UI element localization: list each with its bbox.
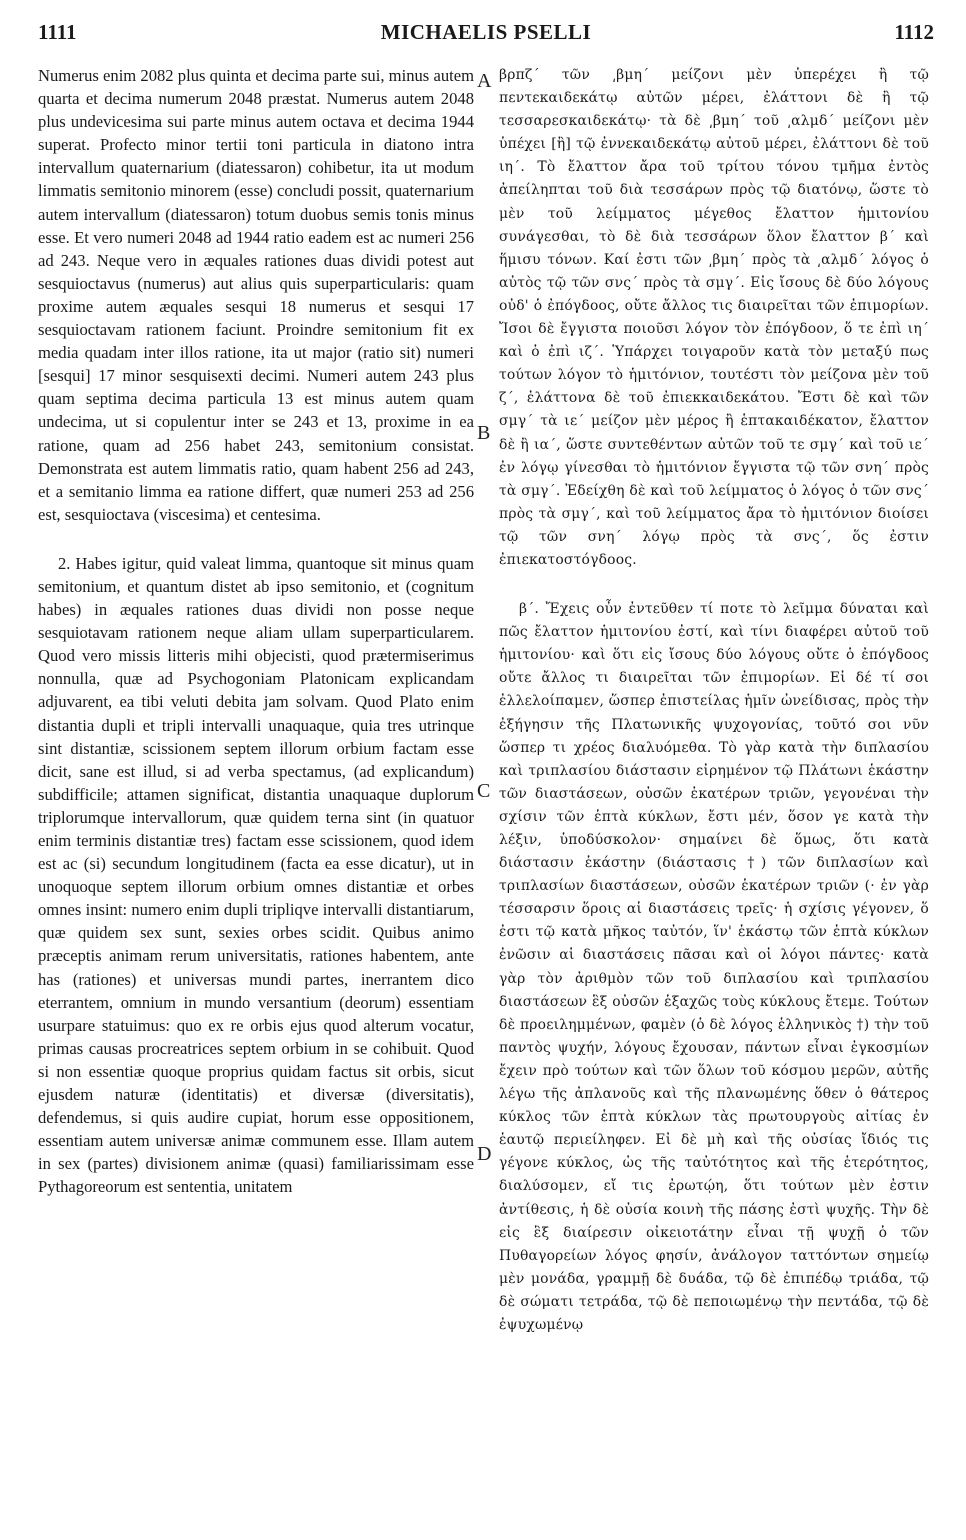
latin-paragraph-2: 2. Habes igitur, quid valeat limma, quantoque sit minus quam semitonium, et quantum distet ab ipso semitonio, et (cognitum habes) in æquales rationes duas dividi non posse neque sesquiotavam rationem neque aliam ullam superparticularem. Quod vero missis litteris mihi objecisti, quod prætermiserimus nonnulla, quæ ad Psychogoniam Platonicam explicandam adjuvarent, ea tibi veluti debita jam solvam. Quod Plato enim distantia dupli et tripli intervalli unaquaque, quia tres utrinque sint distantiæ, scissionem septem illorum orbium factam esse dicit, sane est illud, si ad verba spectamus, (ad explicandum) subdifficile; attamen significat, distantia unaquaque duplorum triplorumque intervallorum, quæ quidem terna sint (in quatuor enim terminis distantiæ tres) factam esse scissionem, quod idem est ac (si) secundum longitudinem (facta ea esse dicatur), ut in unoquoque septem illorum orbium omnes distantiæ et orbes omnes insint: numero enim dupli tripliqve intervalli distantiarum, quæ quidem sex sunt, sexies orbes scidit. Quibus animo præceptis animam rerum universitatis, rationes habentem, ante has (rationes) et universas mundi partes, inerrantem dico eterrantem, omnium in mundo versantium (deorum) essentiam usurpare statuimus: quo ex re orbis ejus quod alterum vocatur, primas causas procreatrices septem orbium in se cohibuit. Quod si non essentiæ quoque proprius quidam factus sit orbis, sicut ejusdem naturæ (identitatis) et diversæ (diversitatis), defendemus, si quis audire cupiat, horum esse oppositionem, essentiam autem universæ animæ communem esse. Illam autem in sex (partes) divisionem animæ (quasi) familiarissimam esse Pythagoreorum est sententia, unitatem [38, 553, 474, 1197]
running-title: MICHAELIS PSELLI [380, 20, 592, 44]
margin-marker-b: B [477, 422, 491, 444]
latin-paragraph-1: Numerus enim 2082 plus quinta et decima parte sui, minus autem quarta et decima numerum 2048 præstat. Numerus autem 2048 plus undevicesima sui parte minus autem octava et decima 1944 superat. Profecto minor tertii toni particula in diatono intra intervallum quaternarium (diatessaron) cohibetur, ita ut modum limmatis semitonio minorem (esse) concludi possit, quaternarium autem intervallum (diatessaron) totum duobus semis tonis minus esse. Et vero numeri 2048 ad 1944 ratio eadem est ac numeri 256 ad 243. Neque vero in æquales rationes duas dividi potest aut sesquioctavus (numerus) aut alius quis superparticularis: quam proxime autem æquales sesqui 18 numerus et sesqui 17 sesquioctavam rationem faciunt. Proindre semitonium fit ex media quadam inter illos ratione, ita ut major (ratio sit) numeri [sesqui] 17 minor sesquisexti decimi. Numeri autem 243 plus quam septima decima particula 13 est minus autem quam undecima, ut si copulentur inter se 243 et 13, proxime in ea ratione, quam ad 256 habet 243, semitonium consistat. Demonstrata est autem limmatis ratio, quam habent 256 ad 243, et a semitanio limma ea ratione differt, quæ numeri 253 ad 256 est, sesquioctava (viscesima) et centesima. [38, 66, 474, 524]
page-number-left: 1111 [38, 20, 77, 44]
paragraph-gap [38, 526, 474, 552]
greek-paragraph-2: β΄. Ἔχεις οὖν ἐντεῦθεν τί ποτε τὸ λεῖμμα δύναται καὶ πῶς ἔλαττον ἡμιτονίου ἐστί, καὶ τίνι διαφέρει αὐτοῦ τοῦ ἡμιτονίου· καὶ ὅτι εἰς ἴσους δύο λόγους οὔτε ὁ ἐπόγδοος οὔτε ἄλλος τι διαιρεῖται τῶν ἐπιμορίων. Εἰ δέ τί σοι ἐλλελοίπαμεν, ὥσπερ ἐπιστείλας ἡμῖν ὠνείδισας, πρὸς τὴν ἐξήγησιν τῆς Πλατωνικῆς ψυχογονίας, τοῦτό σοι νῦν ὥσπερ τι χρέος διαλυόμεθα. Τὸ γὰρ κατὰ τὴν διπλασίου καὶ τριπλασίου διάστασιν εἰρημένον τῷ Πλάτωνι ἑκάστην τῶν διαστάσεων, οὐσῶν ἑκατέρων τριῶν, γεγονέναι τὴν σχίσιν τῶν ἑπτὰ κύκλων, ἔστι μέν, ὅσον γε κατὰ τὴν λέξιν, ὑποδύσκολον· σημαίνει δὲ ὅμως, ὅτι κατὰ διάστασιν ἑκάστην (διάστασις †) τῶν διπλασίων καὶ τριπλασίων διαστάσεων, οὐσῶν ἑκατέρων τριῶν (· ἐν γὰρ τέσσαρσιν ὅροις αἱ διαστάσεις τρεῖς· ἡ σχίσις γέγονεν, ὅ ἐστι τῷ κατὰ μῆκος ταὐτόν, ἵν' ἑκάστῳ τῶν ἑπτὰ κύκλων ἐνῶσιν αἱ διαστάσεις πᾶσαι καὶ οἱ λόγοι πάντες· κατὰ γὰρ τὸν ἀριθμὸν τῶν τοῦ διπλασίου καὶ τριπλασίου διαστάσεων ἓξ οὐσῶν ἑξαχῶς τοὺς κύκλους ἔτεμε. Τούτων δὲ προειλημμένων, φαμὲν (ὁ δὲ λόγος ἑλληνικὸς †) τὴν τοῦ παντὸς ψυχήν, λόγους ἔχουσαν, πάντων εἶναι ἐγκοσμίων ἔχειν πρὸ τούτων καὶ τῶν ὅλων τοῦ κόσμου μερῶν, αὐτῆς λέγω τῆς ἀπλανοῦς καὶ τῆς πλανωμένης ὅθεν ὁ θάτερος κύκλος τῶν ἑπτὰ κύκλων τὰς πρωτουργοὺς αἰτίας ἐν ἑαυτῷ περιείληφεν. Εἰ δὲ μὴ καὶ τῆς οὐσίας ἴδιός τις γέγονε κύκλος, ὡς τῆς ταὐτότητος καὶ τῆς ἑτερότητος, διαλύσομεν, εἴ τις ἐρωτῴη, ὅτι τούτων μὲν ἐστιν ἀντίθεσις, ἡ δὲ οὐσία κοινὴ τῆς πάσης ἐστὶ ψυχῆς. Τὴν δὲ εἰς ἓξ διαίρεσιν οἰκειοτάτην εἶναι τῇ ψυχῇ ὁ τῶν Πυθαγορείων λόγος φησίν, ἀνάλογον ταττόντων σημείῳ μὲν μονάδα, γραμμῇ δὲ δυάδα, τῷ δὲ ἐπιπέδῳ τριάδα, τῷ δὲ σώματι τετράδα, τῷ δὲ πεποιωμένῳ τὴν πεντάδα, τῷ δὲ ἐψυχωμένῳ [499, 601, 929, 1333]
running-head [38, 20, 934, 50]
latin-column [38, 64, 474, 1199]
greek-paragraph-1: βρπζ΄ τῶν ͵βμη΄ μείζονι μὲν ὑπερέχει ἢ τῷ πεντεκαιδεκάτῳ αὐτῶν μέρει, ἐλάττονι δὲ ἢ τῷ τεσσαρεσκαιδεκάτῳ· τὰ δὲ ͵βμη΄ τοῦ ͵αλμδ΄ μείζονι μὲν ὑπέχει [ἢ] τῷ ἐννεκαιδεκάτῳ αὐτοῦ μέρει, ἐλάττονι δὲ τοῦ ιη΄. Τὸ ἔλαττον ἄρα τοῦ τρίτου τόνου τμῆμα ἐντὸς ἀπείληπται τοῦ διὰ τεσσάρων πρὸς τῷ διατόνῳ, ὥστε τὸ μὲν τοῦ λείμματος μέγεθος ἔλαττον ἡμιτονίου συνάγεσθαι, τὸ δὲ διὰ τεσσάρων ὅλον ἔλαττον β΄ καὶ ἥμισυ τόνων. Καί ἐστι τῶν ͵βμη΄ πρὸς τὰ ͵αλμδ΄ λόγος ὁ αὐτὸς τῷ τῶν σνς΄ πρὸς τὰ σμγ΄. Εἰς ἴσους δὲ δύο λόγους οὐδ' ὁ ἐπόγδοος, οὔτε ἄλλος τις διαιρεῖται τῶν ἐπιμορίων. Ἴσοι δὲ ἔγγιστα ποιοῦσι λόγον τὸν ἐπόγδοον, ὅ τε ἐπὶ ιη΄ καὶ ὁ ἐπὶ ιζ΄. Ὑπάρχει τοιγαροῦν κατὰ τὸν μεταξύ πως τούτων λόγον τὸ ἡμιτόνιον, τουτέστι τὸν μείζονα μὲν τοῦ ζ΄, ἐλάττονα δὲ τοῦ ἐπιεκκαιδεκάτου. Ἔστι δὲ καὶ τῶν σμγ΄ τὰ ιε΄ μείζον μὲν μέρος ἢ ἑπτακαιδέκατον, ἔλαττον δὲ ἢ ια΄, ὥστε συντεθέντων αὐτῶν τοῦ τε σμγ΄ καὶ τοῦ ιε΄ ἐν λόγῳ γίνεσθαι τὸ ἡμιτόνιον ἔγγιστα τῷ τῶν σνη΄ πρὸς τὰ σμγ΄. Ἐδείχθη δὲ καὶ τοῦ λείμματος ὁ λόγος ὁ τῶν σνς΄ πρὸς τὰ σμγ΄, καὶ τοῦ λείμματος ἄρα τὸ ἡμιτόνιον διοίσει τῷ τῶν σνη΄ λόγῳ πρὸς τὰ σνς΄, ὅς ἐστιν ἐπιεκατοστόγδοος. [499, 67, 929, 568]
paragraph-gap [499, 572, 929, 598]
margin-marker-d: D [477, 1143, 492, 1165]
greek-column [499, 64, 929, 1337]
page-number-right: 1112 [894, 20, 934, 44]
margin-marker-c: C [477, 780, 491, 802]
margin-marker-a: A [477, 70, 492, 92]
